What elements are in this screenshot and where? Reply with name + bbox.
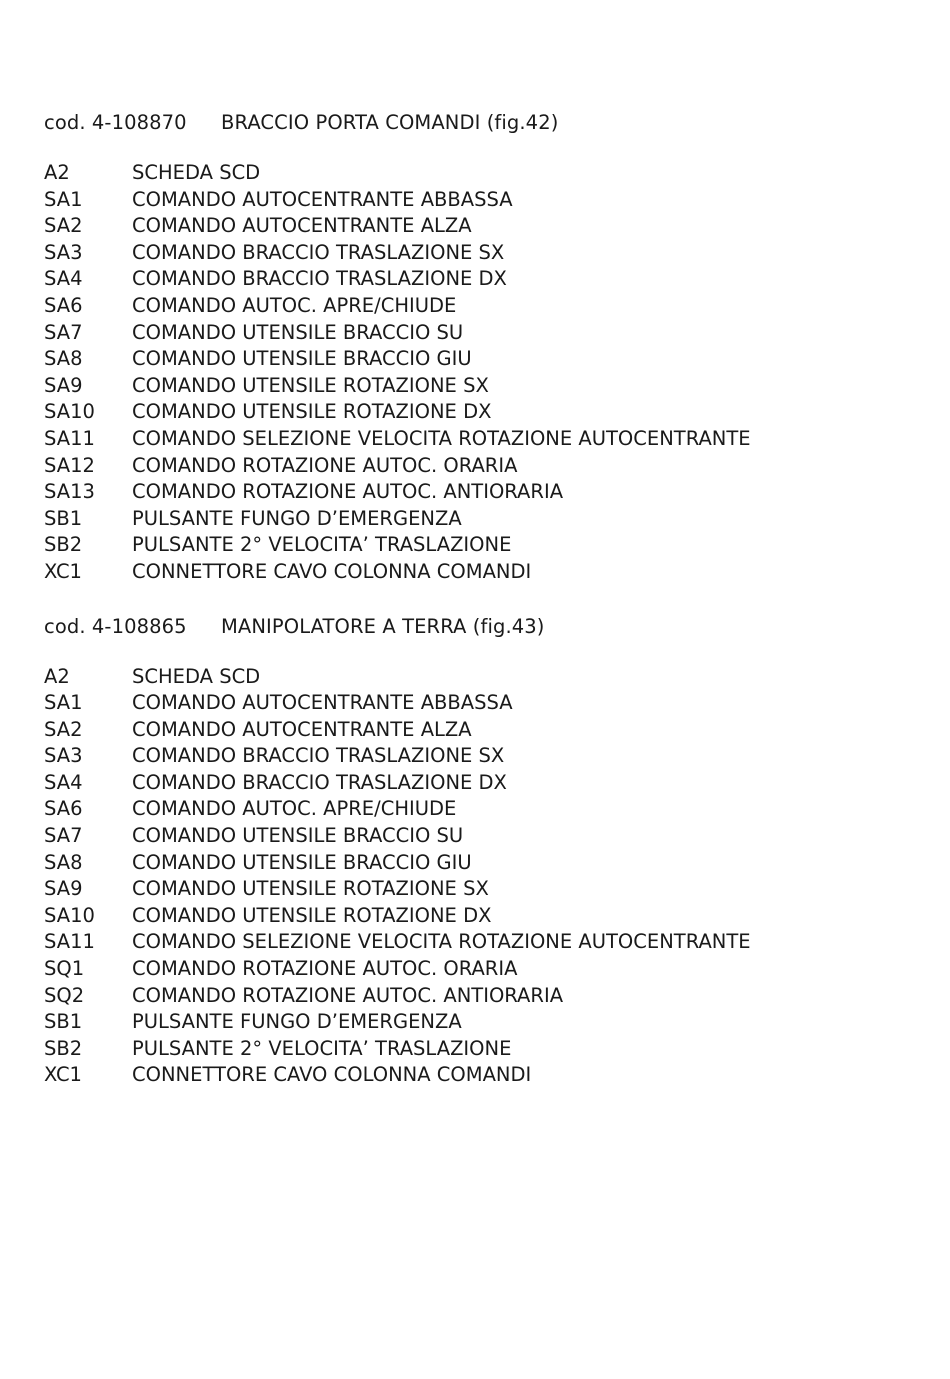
component-list <box>44 664 924 1090</box>
section-code: cod. 4-108865 <box>44 614 187 638</box>
section-manipolatore-a-terra <box>44 612 924 1090</box>
item-desc: COMANDO UTENSILE BRACCIO GIU <box>132 850 472 874</box>
list-item <box>44 506 924 533</box>
item-ref: SA7 <box>44 824 83 848</box>
section-code: cod. 4-108870 <box>44 111 187 134</box>
item-ref: XC1 <box>44 559 82 583</box>
component-list <box>44 160 924 586</box>
item-ref: SB1 <box>44 506 83 530</box>
list-item <box>44 796 924 823</box>
item-desc: COMANDO UTENSILE BRACCIO SU <box>132 824 464 848</box>
list-item <box>44 266 924 293</box>
list-item <box>44 160 924 187</box>
item-desc: COMANDO UTENSILE BRACCIO GIU <box>132 347 472 371</box>
list-item <box>44 770 924 797</box>
section-title: MANIPOLATORE A TERRA (fig.43) <box>221 614 545 638</box>
item-desc: COMANDO UTENSILE ROTAZIONE DX <box>132 400 492 424</box>
item-ref: SA12 <box>44 453 95 477</box>
list-item <box>44 903 924 930</box>
list-item <box>44 479 924 506</box>
item-desc: COMANDO UTENSILE ROTAZIONE SX <box>132 877 489 901</box>
list-item <box>44 876 924 903</box>
item-desc: COMANDO AUTOCENTRANTE ABBASSA <box>132 691 513 715</box>
item-desc: PULSANTE 2° VELOCITA’ TRASLAZIONE <box>132 1036 512 1060</box>
item-ref: SA6 <box>44 797 83 821</box>
item-desc: COMANDO AUTOCENTRANTE ALZA <box>132 214 472 238</box>
item-desc: COMANDO AUTOCENTRANTE ALZA <box>132 717 472 741</box>
item-desc: CONNETTORE CAVO COLONNA COMANDI <box>132 1063 532 1087</box>
item-ref: SA9 <box>44 877 83 901</box>
list-item <box>44 929 924 956</box>
list-item <box>44 346 924 373</box>
list-item <box>44 293 924 320</box>
item-desc: COMANDO SELEZIONE VELOCITA ROTAZIONE AUTOCENTRANTE <box>132 426 751 450</box>
list-item <box>44 426 924 453</box>
list-item <box>44 717 924 744</box>
item-desc: COMANDO ROTAZIONE AUTOC. ORARIA <box>132 453 518 477</box>
item-desc: COMANDO UTENSILE ROTAZIONE DX <box>132 903 492 927</box>
item-desc: COMANDO BRACCIO TRASLAZIONE SX <box>132 240 505 264</box>
item-ref: A2 <box>44 161 70 184</box>
item-desc: COMANDO UTENSILE BRACCIO SU <box>132 320 464 344</box>
item-desc: COMANDO BRACCIO TRASLAZIONE DX <box>132 267 507 291</box>
list-item <box>44 399 924 426</box>
item-desc: COMANDO ROTAZIONE AUTOC. ANTIORARIA <box>132 983 564 1007</box>
item-desc: COMANDO ROTAZIONE AUTOC. ORARIA <box>132 957 518 981</box>
item-ref: SB2 <box>44 533 83 557</box>
list-item <box>44 743 924 770</box>
list-item <box>44 1036 924 1063</box>
list-item <box>44 373 924 400</box>
item-ref: SA10 <box>44 400 95 424</box>
list-item <box>44 320 924 347</box>
item-ref: XC1 <box>44 1063 82 1087</box>
item-desc: COMANDO UTENSILE ROTAZIONE SX <box>132 373 489 397</box>
item-ref: SA11 <box>44 426 95 450</box>
item-ref: SA6 <box>44 293 83 317</box>
list-item <box>44 187 924 214</box>
item-desc: COMANDO ROTAZIONE AUTOC. ANTIORARIA <box>132 480 564 504</box>
list-item <box>44 983 924 1010</box>
item-ref: SA13 <box>44 480 95 504</box>
list-item <box>44 1062 924 1089</box>
list-item <box>44 823 924 850</box>
section-header <box>44 612 924 642</box>
section-title: BRACCIO PORTA COMANDI (fig.42) <box>221 111 559 134</box>
item-ref: SA3 <box>44 240 83 264</box>
item-ref: A2 <box>44 664 70 688</box>
list-item <box>44 532 924 559</box>
list-item <box>44 240 924 267</box>
item-ref: SB1 <box>44 1010 83 1034</box>
item-ref: SA4 <box>44 267 83 291</box>
item-ref: SQ1 <box>44 957 85 981</box>
item-desc: COMANDO AUTOC. APRE/CHIUDE <box>132 293 457 317</box>
item-ref: SA11 <box>44 930 95 954</box>
list-item <box>44 956 924 983</box>
item-desc: CONNETTORE CAVO COLONNA COMANDI <box>132 559 532 583</box>
list-item <box>44 1009 924 1036</box>
list-item <box>44 690 924 717</box>
item-ref: SA1 <box>44 187 83 211</box>
section-header <box>44 108 924 138</box>
item-desc: COMANDO SELEZIONE VELOCITA ROTAZIONE AUTOCENTRANTE <box>132 930 751 954</box>
item-ref: SA7 <box>44 320 83 344</box>
item-desc: COMANDO AUTOCENTRANTE ABBASSA <box>132 187 513 211</box>
list-item <box>44 213 924 240</box>
list-item <box>44 453 924 480</box>
item-ref: SA8 <box>44 347 83 371</box>
item-ref: SA4 <box>44 770 83 794</box>
item-ref: SQ2 <box>44 983 85 1007</box>
item-ref: SA8 <box>44 850 83 874</box>
item-ref: SA1 <box>44 691 83 715</box>
item-desc: PULSANTE 2° VELOCITA’ TRASLAZIONE <box>132 533 512 557</box>
section-braccio-porta-comandi <box>44 108 924 586</box>
item-desc: PULSANTE FUNGO D’EMERGENZA <box>132 506 462 530</box>
item-desc: COMANDO BRACCIO TRASLAZIONE SX <box>132 744 505 768</box>
item-ref: SA3 <box>44 744 83 768</box>
item-ref: SA2 <box>44 214 83 238</box>
item-desc: COMANDO BRACCIO TRASLAZIONE DX <box>132 770 507 794</box>
item-ref: SA9 <box>44 373 83 397</box>
item-ref: SA2 <box>44 717 83 741</box>
document-page <box>44 108 924 1089</box>
item-ref: SA10 <box>44 903 95 927</box>
list-item <box>44 664 924 691</box>
item-ref: SB2 <box>44 1036 83 1060</box>
item-desc: COMANDO AUTOC. APRE/CHIUDE <box>132 797 457 821</box>
item-desc: SCHEDA SCD <box>132 161 261 184</box>
item-desc: SCHEDA SCD <box>132 664 261 688</box>
list-item <box>44 850 924 877</box>
item-desc: PULSANTE FUNGO D’EMERGENZA <box>132 1010 462 1034</box>
list-item <box>44 559 924 586</box>
